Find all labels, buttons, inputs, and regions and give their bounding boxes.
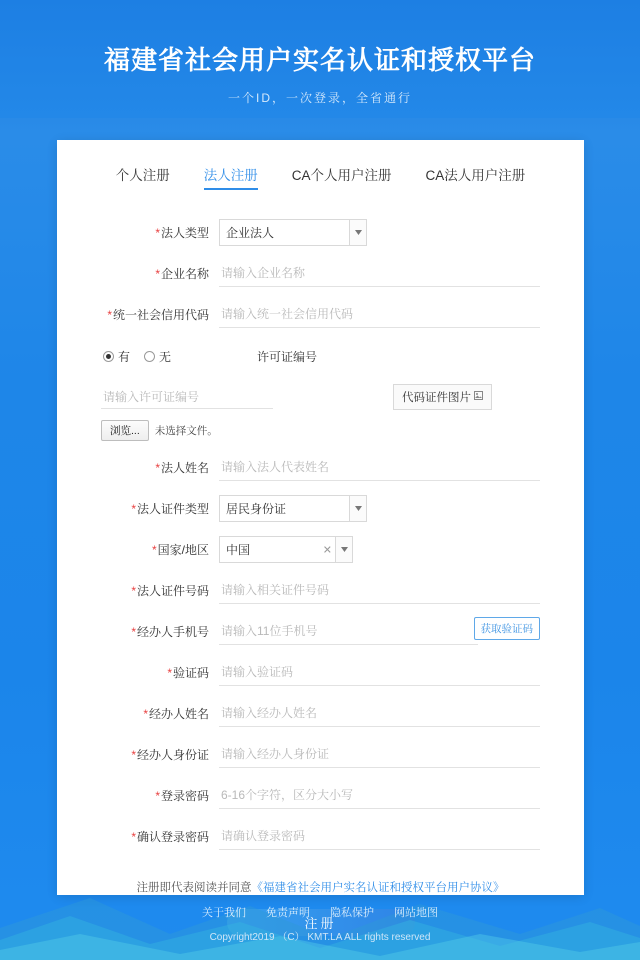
required-asterisk: * [107,308,112,322]
footer-copyright: Copyright2019 （C） KMT.LA ALL rights reserved [209,932,431,943]
row-company-name [101,253,540,294]
company-name-input[interactable] [219,261,540,287]
field-legal-id-number [219,578,540,604]
row-operator-name [101,693,540,734]
agreement-prefix: 注册即代表阅读并同意 [136,882,252,894]
label-country-text: 国家/地区 [157,543,209,557]
radio-license-no[interactable] [144,351,155,362]
radio-license-yes-label[interactable]: 有 [118,349,131,364]
label-verify-code-text: 验证码 [172,666,209,680]
label-verify-code [101,664,219,681]
chevron-down-icon[interactable] [335,537,352,562]
row-license-number [101,377,540,417]
field-entity-type [219,219,540,246]
row-license-toggle [101,335,540,377]
operator-phone-input[interactable] [219,619,478,645]
close-icon[interactable]: ✕ [322,544,332,556]
field-operator-name [219,701,540,727]
confirm-password-input[interactable] [219,824,540,850]
image-icon [474,391,483,403]
page-subtitle: 一个ID，一次登录，全省通行 [227,91,412,105]
footer-link-disclaimer[interactable]: 免责声明 [266,907,310,919]
row-operator-phone [101,611,540,652]
tab-personal[interactable]: 个人注册 [115,168,170,183]
entity-type-select[interactable] [219,219,367,246]
verify-code-input[interactable] [219,660,540,686]
required-asterisk: * [155,461,160,475]
footer-links [0,890,640,920]
required-asterisk: * [131,584,136,598]
row-legal-id-number [101,570,540,611]
entity-type-value: 企业法人 [226,226,275,240]
row-entity-type [101,212,540,253]
label-entity-type-text: 法人类型 [160,226,209,240]
required-asterisk: * [131,502,136,516]
radio-license-no-label[interactable]: 无 [159,349,172,364]
operator-id-input[interactable] [219,742,540,768]
field-company-name [219,261,540,287]
file-status-label: 未选择文件。 [154,424,218,437]
radio-license-yes[interactable] [103,351,114,362]
label-entity-type [101,224,219,241]
page-title: 福建省社会用户实名认证和授权平台 [103,45,536,75]
label-operator-name-text: 经办人姓名 [148,707,209,721]
footer-link-about[interactable]: 关于我们 [202,907,246,919]
field-confirm-password [219,824,540,850]
row-country [101,529,540,570]
required-asterisk: * [155,226,160,240]
row-file-upload [101,417,540,443]
legal-id-number-input[interactable] [219,578,540,604]
label-legal-id-type [101,500,219,517]
label-legal-id-number [101,582,219,599]
operator-name-input[interactable] [219,701,540,727]
label-confirm-password-text: 确认登录密码 [136,830,209,844]
row-operator-id [101,734,540,775]
agreement-link[interactable]: 《福建省社会用户实名认证和授权平台用户协议》 [251,882,505,894]
required-asterisk: * [155,267,160,281]
label-operator-phone [101,623,219,640]
row-password [101,775,540,816]
field-operator-id [219,742,540,768]
required-asterisk: * [151,543,157,557]
label-country [101,541,219,558]
license-number-input[interactable] [101,385,273,409]
label-password [101,787,219,804]
legal-id-type-select[interactable] [219,495,367,522]
label-company-name-text: 企业名称 [160,267,209,281]
license-section-label: 许可证编号 [257,349,318,364]
field-credit-code [219,302,540,328]
country-value: 中国 [226,543,251,557]
label-confirm-password [101,828,219,845]
label-company-name [101,265,219,282]
row-verify-code [101,652,540,693]
footer-link-sitemap[interactable]: 网站地图 [394,907,438,919]
tab-legal-entity[interactable]: 法人注册 [204,164,258,190]
credit-code-input[interactable] [219,302,540,328]
license-image-button-label: 代码证件图片 [402,392,471,404]
required-asterisk: * [131,625,136,639]
required-asterisk: * [167,666,172,680]
field-operator-phone [219,619,540,645]
field-legal-id-type [219,495,540,522]
required-asterisk: * [143,707,148,721]
license-image-button[interactable] [393,384,492,410]
registration-tabs [57,140,584,190]
required-asterisk: * [131,830,136,844]
label-operator-phone-text: 经办人手机号 [136,625,209,639]
legal-name-input[interactable] [219,455,540,481]
legal-id-type-value: 居民身份证 [226,502,287,516]
country-select[interactable] [219,536,353,563]
label-operator-id-text: 经办人身份证 [136,748,209,762]
label-credit-code-text: 统一社会信用代码 [112,308,209,322]
label-password-text: 登录密码 [160,789,209,803]
browse-file-button[interactable]: 浏览... [101,420,149,441]
password-input[interactable] [219,783,540,809]
registration-form [57,212,584,936]
row-confirm-password [101,816,540,857]
register-submit-button[interactable]: 注册 [227,909,415,936]
tab-ca-personal[interactable]: CA个人用户注册 [291,168,392,183]
required-asterisk: * [131,748,136,762]
chevron-down-icon[interactable] [349,220,366,245]
label-legal-name-text: 法人姓名 [160,461,209,475]
field-legal-name [219,455,540,481]
get-verify-code-button[interactable]: 获取验证码 [474,617,541,640]
page-header [0,0,640,118]
field-verify-code [219,660,540,686]
chevron-down-icon[interactable] [349,496,366,521]
label-legal-name [101,459,219,476]
row-legal-name [101,447,540,488]
page-footer [0,890,640,960]
tab-ca-legal[interactable]: CA法人用户注册 [425,168,526,183]
row-legal-id-type [101,488,540,529]
required-asterisk: * [155,789,160,803]
label-operator-name [101,705,219,722]
footer-link-privacy[interactable]: 隐私保护 [330,907,374,919]
field-country [219,536,540,563]
field-password [219,783,540,809]
label-legal-id-type-text: 法人证件类型 [136,502,209,516]
label-legal-id-number-text: 法人证件号码 [136,584,209,598]
label-credit-code [101,306,219,323]
row-credit-code [101,294,540,335]
label-operator-id [101,746,219,763]
